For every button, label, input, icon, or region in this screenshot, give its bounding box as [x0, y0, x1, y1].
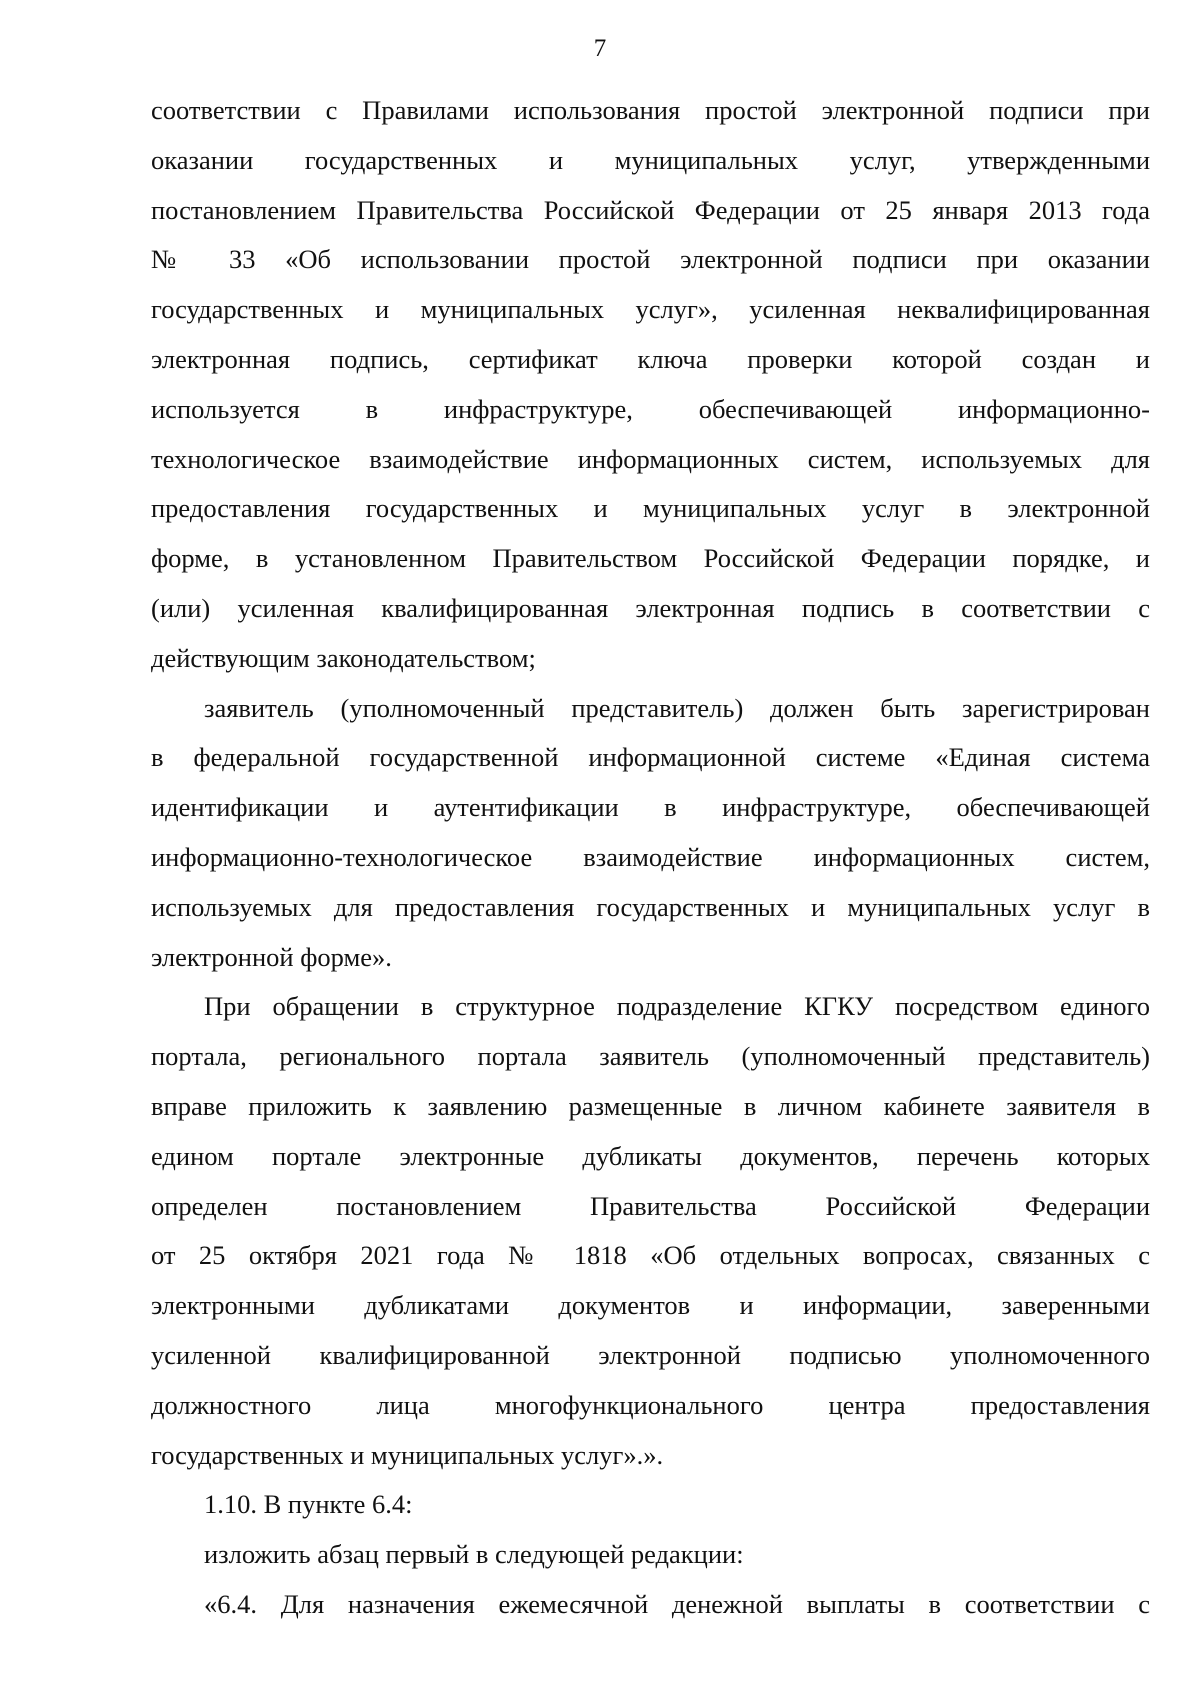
text-line: должностного лица многофункционального центра предоставления	[151, 1389, 1150, 1420]
paragraph-signature-rules	[151, 86, 1150, 684]
text-line: При обращении в структурное подразделение КГКУ посредством единого	[204, 991, 1150, 1022]
text-line: используемых для предоставления государственных и муниципальных услуг в	[151, 891, 1150, 922]
text-line: портала, регионального портала заявитель (уполномоченный представитель)	[151, 1041, 1150, 1072]
paragraph-clause-text	[151, 1580, 1150, 1630]
paragraph-amendment-instruction	[151, 1530, 1150, 1580]
text-line: от 25 октября 2021 года № 1818 «Об отдельных вопросах, связанных с	[151, 1240, 1150, 1271]
paragraph-electronic-duplicates	[151, 982, 1150, 1480]
text-line: форме, в установленном Правительством Российской Федерации порядке, и	[151, 543, 1150, 574]
text-line: электронная подпись, сертификат ключа проверки которой создан и	[151, 343, 1150, 374]
text-line: определен постановлением Правительства Российской Федерации	[151, 1190, 1150, 1221]
text-line: электронными дубликатами документов и информации, заверенными	[151, 1290, 1150, 1321]
text-line: информационно-технологическое взаимодействие информационных систем,	[151, 841, 1150, 872]
text-line: 1.10. В пункте 6.4:	[204, 1489, 413, 1520]
paragraph-registration-requirement	[151, 684, 1150, 983]
text-line: вправе приложить к заявлению размещенные в личном кабинете заявителя в	[151, 1090, 1150, 1121]
text-line: действующим законодательством;	[151, 642, 536, 673]
text-line: (или) усиленная квалифицированная электронная подпись в соответствии с	[151, 592, 1150, 623]
text-line: предоставления государственных и муниципальных услуг в электронной	[151, 493, 1150, 524]
text-line: государственных и муниципальных услуг».».	[151, 1439, 664, 1470]
text-line: электронной форме».	[151, 941, 392, 972]
page-number: 7	[593, 35, 607, 62]
text-line: «6.4. Для назначения ежемесячной денежной выплаты в соответствии с	[204, 1588, 1150, 1619]
text-line: соответствии с Правилами использования простой электронной подписи при	[151, 95, 1150, 125]
text-line: заявитель (уполномоченный представитель) должен быть зарегистрирован	[204, 692, 1150, 723]
text-line: в федеральной государственной информационной системе «Единая система	[151, 742, 1150, 773]
text-line: государственных и муниципальных услуг», усиленная неквалифицированная	[151, 294, 1150, 325]
text-line: усиленной квалифицированной электронной подписью уполномоченного	[151, 1339, 1150, 1370]
text-line: едином портале электронные дубликаты документов, перечень которых	[151, 1140, 1150, 1171]
document-body	[151, 86, 1150, 1630]
text-line: постановлением Правительства Российской Федерации от 25 января 2013 года	[151, 194, 1150, 225]
text-line: технологическое взаимодействие информационных систем, используемых для	[151, 443, 1150, 474]
paragraph-clause-heading	[151, 1480, 1150, 1530]
text-line: оказании государственных и муниципальных услуг, утвержденными	[151, 144, 1150, 175]
text-line: идентификации и аутентификации в инфраструктуре, обеспечивающей	[151, 792, 1150, 823]
text-line: № 33 «Об использовании простой электронной подписи при оказании	[151, 244, 1150, 275]
text-line: изложить абзац первый в следующей редакции:	[204, 1539, 744, 1570]
text-line: используется в инфраструктуре, обеспечивающей информационно-	[151, 393, 1150, 424]
